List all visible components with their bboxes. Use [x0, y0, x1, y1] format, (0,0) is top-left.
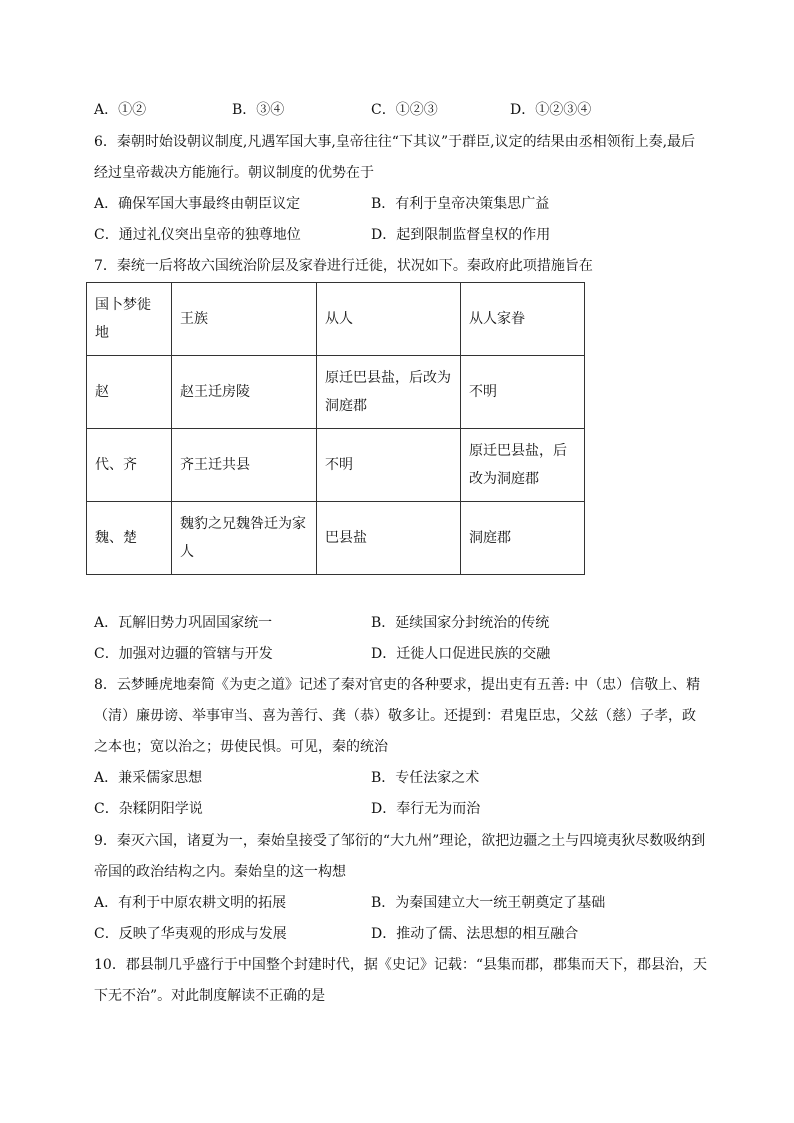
table-header-cell: 国卜梦徙地 [87, 283, 172, 356]
table-row [87, 356, 585, 429]
q7-stem: 7．秦统一后将故六国统治阶层及家眷进行迁徙，状况如下。秦政府此项措施旨在 [94, 258, 593, 274]
q8-stem-line3: 之本也；宽以治之；毋使民惧。可见，秦的统治 [94, 739, 388, 755]
q7-option-d: D．迁徙人口促进民族的交融 [371, 646, 551, 662]
q6-option-c: C．通过礼仪突出皇帝的独尊地位 [94, 227, 301, 243]
q7-migration-table [86, 282, 585, 575]
q10-stem-line1: 10．郡县制几乎盛行于中国整个封建时代，据《史记》记载：“县集而郡，郡集而天下，郡县治，天 [94, 957, 707, 973]
q6-stem-line2: 经过皇帝裁决方能施行。朝议制度的优势在于 [94, 165, 374, 181]
q10-stem-line2: 下无不治”。对此制度解读不正确的是 [94, 988, 326, 1004]
q6-option-a: A．确保军国大事最终由朝臣议定 [94, 196, 301, 212]
q6-stem-line1: 6．秦朝时始设朝议制度,凡遇军国大事,皇帝往往“下其议”于群臣,议定的结果由丞相领衔上奏,最后 [94, 134, 696, 150]
table-cell: 魏豹之兄魏咎迁为家人 [172, 502, 317, 575]
q6-option-b: B．有利于皇帝决策集思广益 [371, 196, 550, 212]
table-header-cell: 从人家眷 [461, 283, 585, 356]
q5-option-d: D．①②③④ [510, 102, 592, 118]
q9-option-b: B．为秦国建立大一统王朝奠定了基础 [371, 895, 606, 911]
table-header-cell: 从人 [317, 283, 461, 356]
table-cell: 赵 [87, 356, 172, 429]
q8-stem-line2: （清）廉毋谤、举事审当、喜为善行、龚（恭）敬多让。还提到：君鬼臣忠，父兹（慈）子孝，政 [94, 708, 696, 724]
q9-option-c: C．反映了华夷观的形成与发展 [94, 926, 287, 942]
table-cell: 洞庭郡 [461, 502, 585, 575]
q6-option-d: D．起到限制监督皇权的作用 [371, 227, 551, 243]
q9-stem-line2: 帝国的政治结构之内。秦始皇的这一构想 [94, 864, 346, 880]
q8-stem-line1: 8．云梦睡虎地秦简《为吏之道》记述了秦对官吏的各种要求，提出吏有五善: 中（忠）信敬上、精 [94, 677, 701, 693]
q9-option-d: D．推动了儒、法思想的相互融合 [371, 926, 579, 942]
q9-option-a: A．有利于中原农耕文明的拓展 [94, 895, 287, 911]
table-cell: 原迁巴县盐，后改为洞庭郡 [461, 429, 585, 502]
table-cell: 赵王迁房陵 [172, 356, 317, 429]
table-row [87, 429, 585, 502]
table-cell: 原迁巴县盐，后改为洞庭郡 [317, 356, 461, 429]
table-cell: 魏、楚 [87, 502, 172, 575]
q8-option-c: C．杂糅阴阳学说 [94, 801, 203, 817]
q7-option-a: A．瓦解旧势力巩固国家统一 [94, 615, 273, 631]
table-header-cell: 王族 [172, 283, 317, 356]
table-cell: 代、齐 [87, 429, 172, 502]
q8-option-d: D．奉行无为而治 [371, 801, 481, 817]
q5-option-c: C．①②③ [371, 102, 438, 118]
q9-stem-line1: 9．秦灭六国，诸夏为一，秦始皇接受了邹衍的“大九州”理论，欲把边疆之土与四境夷狄尽数吸纳到 [94, 833, 706, 849]
q8-option-b: B．专任法家之术 [371, 770, 480, 786]
table-cell: 不明 [317, 429, 461, 502]
q5-option-a: A．①② [94, 102, 147, 118]
table-cell: 不明 [461, 356, 585, 429]
table-row [87, 502, 585, 575]
q5-option-b: B．③④ [232, 102, 285, 118]
table-header-row [87, 283, 585, 356]
q7-option-b: B．延续国家分封统治的传统 [371, 615, 550, 631]
table-cell: 巴县盐 [317, 502, 461, 575]
q8-option-a: A．兼采儒家思想 [94, 770, 203, 786]
table-cell: 齐王迁共县 [172, 429, 317, 502]
q7-option-c: C．加强对边疆的管辖与开发 [94, 646, 273, 662]
